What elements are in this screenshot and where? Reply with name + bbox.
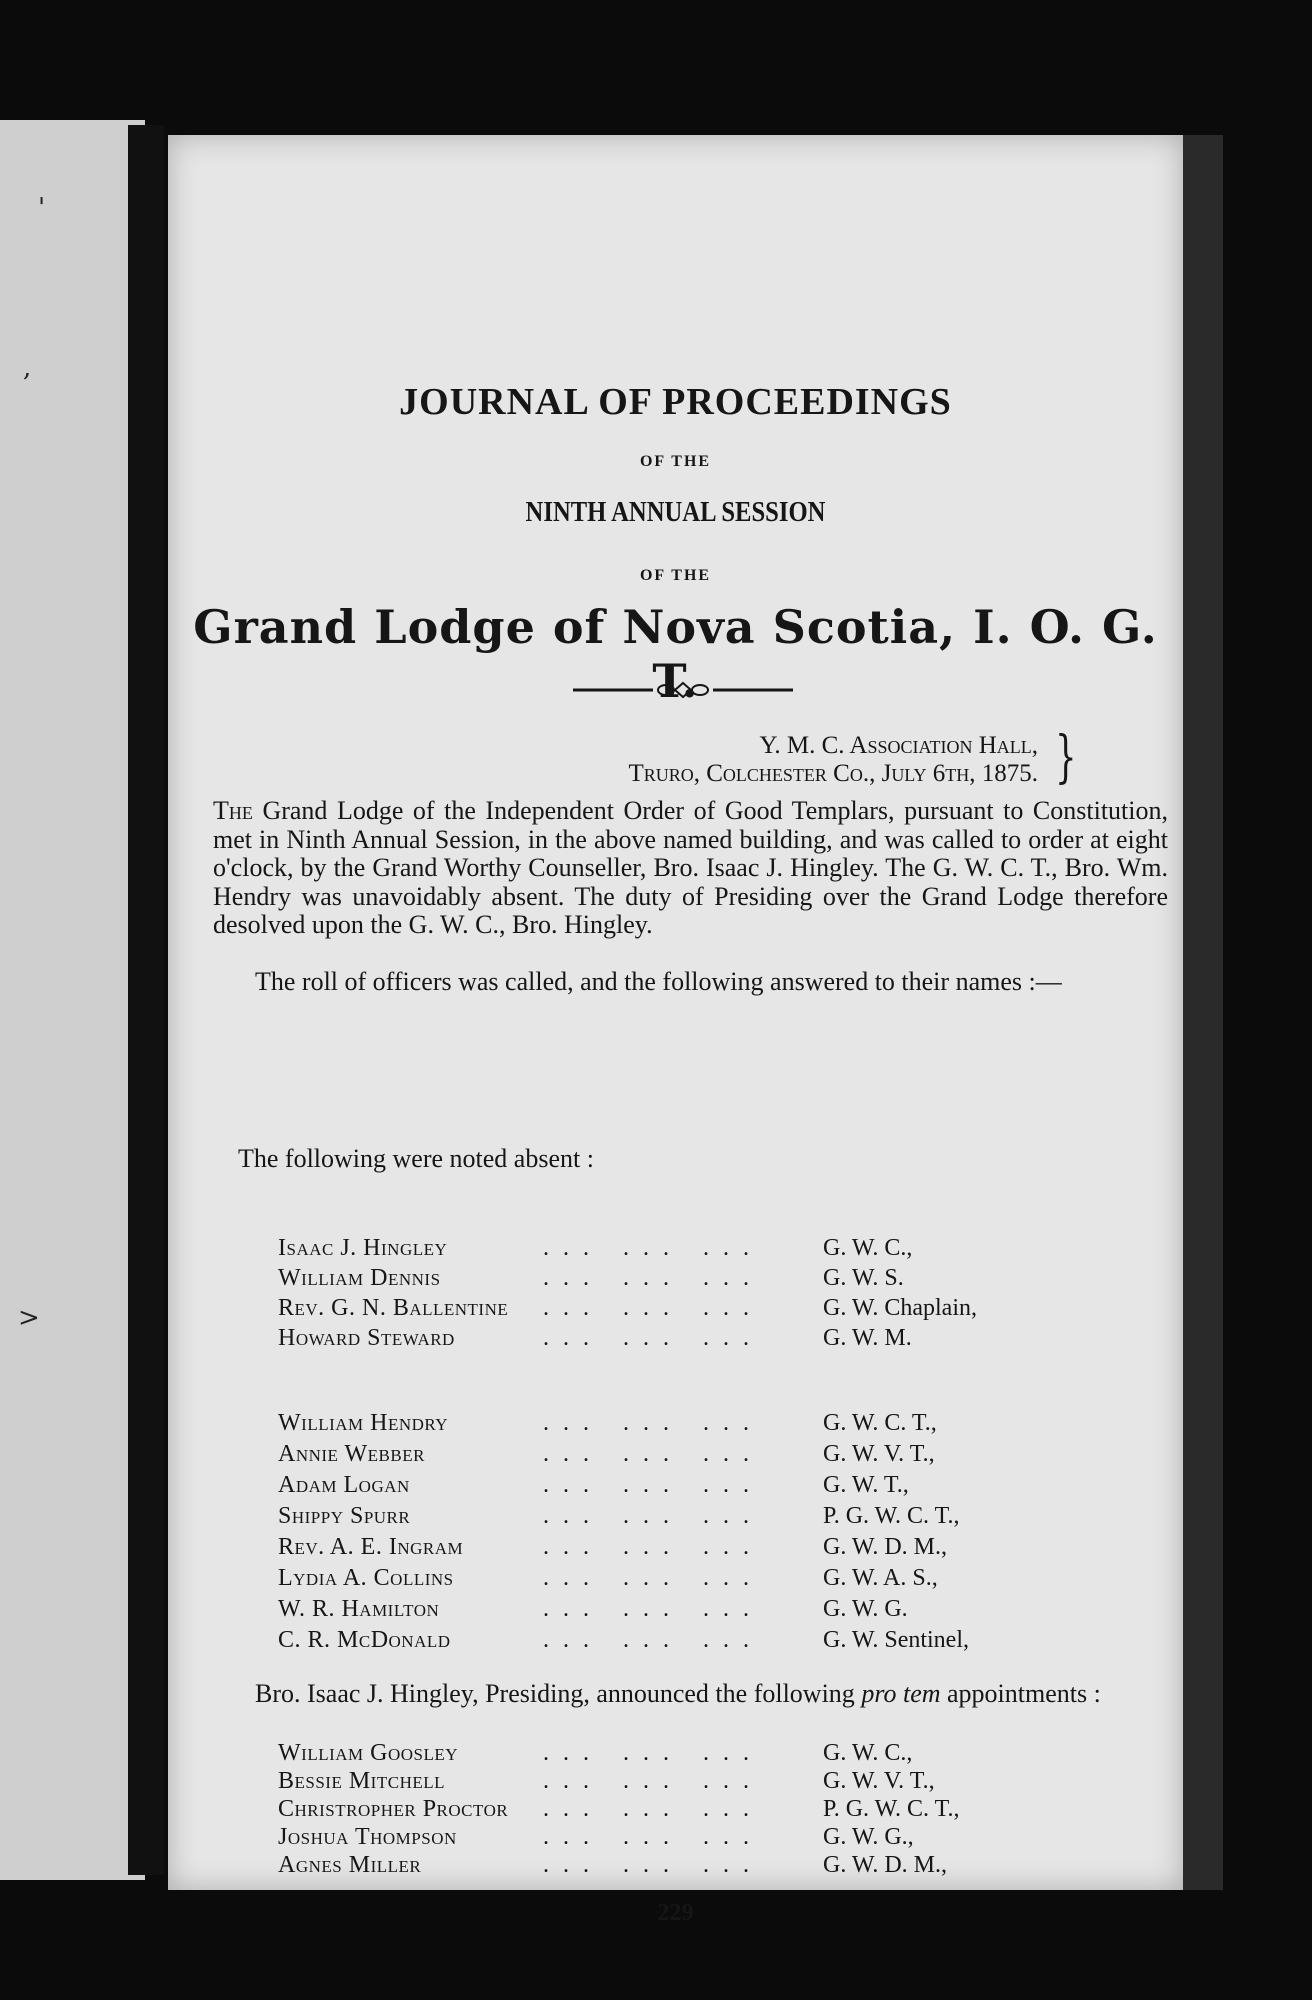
grand-lodge-title: Grand Lodge of Nova Scotia, I. O. G. T.: [193, 600, 1158, 708]
brace-mark: }: [1055, 725, 1077, 790]
officer-name: Isaac J. Hingley: [278, 1235, 448, 1261]
officer-title: G. W. G.,: [823, 1824, 914, 1850]
ink-speck: ,: [23, 353, 32, 383]
ornament-rule-icon: [573, 680, 793, 700]
officer-title: G. W. V. T.,: [823, 1441, 935, 1467]
pro-tem-text-1: Bro. Isaac J. Hingley, Presiding, announced the following: [255, 1679, 855, 1708]
ink-speck: >: [18, 1303, 40, 1333]
page-stack-edge: [1183, 135, 1223, 1890]
officer-name: Rev. G. N. Ballentine: [278, 1295, 509, 1321]
officer-title: G. W. M.: [823, 1325, 912, 1351]
officer-name: Howard Steward: [278, 1325, 455, 1351]
officer-name: William Hendry: [278, 1410, 449, 1436]
officer-dots: ... ... ...: [543, 1627, 763, 1653]
officer-dots: ... ... ...: [543, 1596, 763, 1622]
of-the-line-1: OF THE: [639, 453, 712, 470]
officer-dots: ... ... ...: [543, 1768, 763, 1794]
officer-dots: ... ... ...: [543, 1503, 763, 1529]
page-number: 229: [657, 1900, 694, 1926]
officer-title: G. W. S.: [823, 1265, 904, 1291]
officer-dots: ... ... ...: [543, 1740, 763, 1766]
officer-name: Annie Webber: [278, 1441, 425, 1467]
officer-name: Bessie Mitchell: [278, 1768, 446, 1794]
officer-name: Agnes Miller: [278, 1852, 422, 1878]
officer-name: C. R. McDonald: [278, 1627, 451, 1653]
officer-title: G. W. C. T.,: [823, 1410, 937, 1436]
pro-tem-italic-2: tem: [902, 1679, 941, 1708]
of-the-line-2: OF THE: [639, 567, 712, 584]
opening-lead: The: [213, 796, 253, 825]
session-title: NINTH ANNUAL SESSION: [525, 497, 826, 528]
officer-title: G. W. Chaplain,: [823, 1295, 977, 1321]
noted-absent-heading: The following were noted absent :: [238, 1144, 594, 1173]
officer-dots: ... ... ...: [543, 1824, 763, 1850]
previous-page-edge: [0, 120, 145, 1880]
officer-dots: ... ... ...: [543, 1410, 763, 1436]
officer-title: G. W. D. M.,: [823, 1852, 948, 1878]
opening-paragraph: [213, 797, 1168, 940]
officer-title: G. W. A. S.,: [823, 1565, 938, 1591]
officer-name: Rev. A. E. Ingram: [278, 1534, 464, 1560]
officer-dots: ... ... ...: [543, 1441, 763, 1467]
officer-name: W. R. Hamilton: [278, 1596, 440, 1622]
officer-dots: ... ... ...: [543, 1472, 763, 1498]
journal-title: JOURNAL OF PROCEEDINGS: [399, 381, 952, 423]
officer-dots: ... ... ...: [543, 1565, 763, 1591]
officer-title: G. W. C.,: [823, 1740, 913, 1766]
officer-name: William Dennis: [278, 1265, 441, 1291]
officer-dots: ... ... ...: [543, 1852, 763, 1878]
officer-title: P. G. W. C. T.,: [823, 1503, 960, 1529]
officer-name: Shippy Spurr: [278, 1503, 411, 1529]
officer-name: William Goosley: [278, 1740, 459, 1766]
officer-title: P. G. W. C. T.,: [823, 1796, 960, 1822]
officer-title: G. W. V. T.,: [823, 1768, 935, 1794]
officer-title: G. W. G.: [823, 1596, 908, 1622]
officer-title: G. W. T.,: [823, 1472, 909, 1498]
officer-name: Christropher Proctor: [278, 1796, 509, 1822]
officer-title: G. W. C.,: [823, 1235, 913, 1261]
officer-name: Adam Logan: [278, 1472, 410, 1498]
officer-title: G. W. Sentinel,: [823, 1627, 970, 1653]
officer-dots: ... ... ...: [543, 1796, 763, 1822]
officer-dots: ... ... ...: [543, 1534, 763, 1560]
pro-tem-paragraph: [213, 1680, 1168, 1709]
location-date-line: Truro, Colchester Co., July 6th, 1875.: [628, 760, 1038, 787]
officer-dots: ... ... ...: [543, 1265, 763, 1291]
book-gutter: [128, 125, 164, 1875]
pro-tem-text-2: appointments :: [947, 1679, 1101, 1708]
document-page: [18, 135, 1183, 1926]
officer-title: G. W. D. M.,: [823, 1534, 948, 1560]
ink-speck: ': [38, 193, 46, 223]
officer-name: Lydia A. Collins: [278, 1565, 454, 1591]
venue-line: Y. M. C. Association Hall,: [759, 732, 1038, 759]
officer-dots: ... ... ...: [543, 1295, 763, 1321]
officer-name: Joshua Thompson: [278, 1824, 457, 1850]
officer-dots: ... ... ...: [543, 1235, 763, 1261]
roll-call-paragraph: The roll of officers was called, and the following answered to their names :—: [255, 967, 1062, 996]
opening-body: Grand Lodge of the Independent Order of Good Templars, pursuant to Constitution, met in Ninth Annual Session, in the above named building, and was called to order at eight o'clock, by the Grand Worthy Counseller, Bro. Isaac J. Hingley. The G. W. C. T., Bro. Wm. Hendry was unavoidably absent. The duty of Presiding over the Grand Lodge therefore desolved upon the G. W. C., Bro. Hingley.: [213, 796, 1168, 939]
officer-dots: ... ... ...: [543, 1325, 763, 1351]
pro-tem-italic-1: pro: [861, 1679, 897, 1708]
